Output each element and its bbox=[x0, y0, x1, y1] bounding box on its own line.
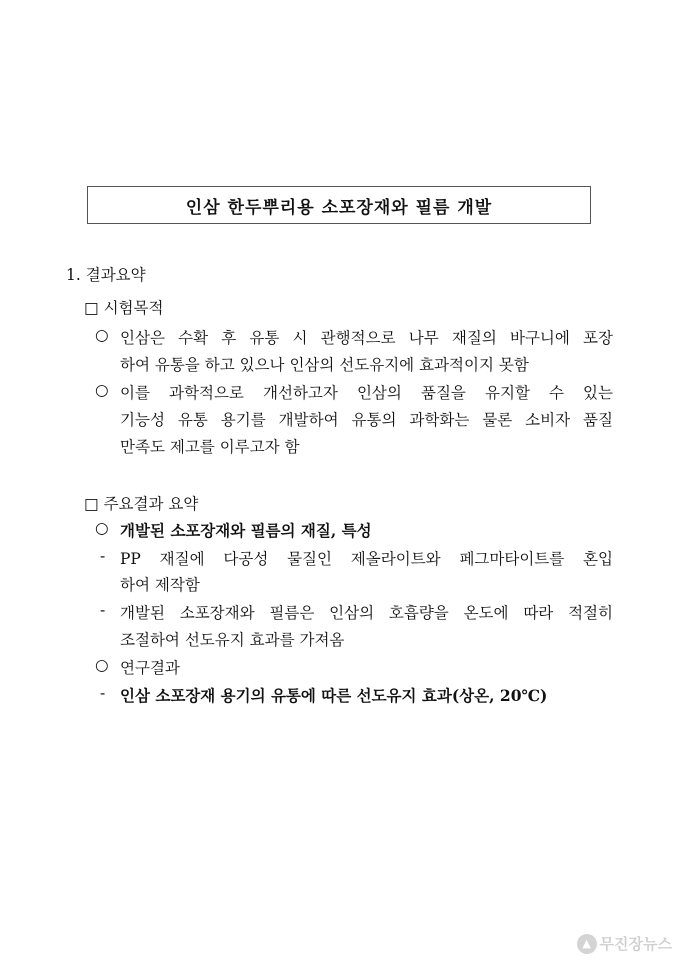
bullet-marker: ○ bbox=[95, 519, 109, 537]
purpose-item-1-line-1: 인삼은 수확 후 유통 시 관행적으로 나무 재질의 바구니에 포장 bbox=[120, 329, 613, 347]
bullet-marker: ○ bbox=[95, 656, 109, 674]
dash-item-1-line-1: PP 재질에 다공성 물질인 제올라이트와 페그마타이트를 혼입 bbox=[120, 550, 613, 568]
dash-item-1-line-2: 하여 제작함 bbox=[120, 576, 200, 594]
results-heading: □ 주요결과 요약 bbox=[84, 495, 199, 513]
document-title-box bbox=[87, 186, 591, 224]
bullet-marker: ○ bbox=[95, 381, 109, 399]
purpose-item-1-line-2: 하여 유통을 하고 있으나 인삼의 선도유지에 효과적이지 못함 bbox=[120, 356, 529, 374]
bullet-marker: ○ bbox=[95, 326, 109, 344]
watermark-text: 무진장뉴스 bbox=[599, 935, 672, 953]
watermark bbox=[577, 933, 672, 954]
document-title: 인삼 한두뿌리용 소포장재와 필름 개발 bbox=[185, 197, 493, 218]
dash-marker: - bbox=[100, 684, 106, 702]
purpose-item-2-line-3: 만족도 제고를 이루고자 함 bbox=[120, 438, 300, 456]
results-sub1: 개발된 소포장재와 필름의 재질, 특성 bbox=[120, 521, 372, 540]
results-sub2: 연구결과 bbox=[120, 659, 180, 677]
purpose-item-2-line-2: 기능성 유통 용기를 개발하여 유통의 과학화는 물론 소비자 품질 bbox=[120, 411, 613, 429]
mountain-logo-icon: ▲ bbox=[577, 934, 597, 954]
dash-marker: - bbox=[100, 547, 106, 565]
results-last-item: 인삼 소포장재 용기의 유통에 따른 선도유지 효과(상온, 20℃) bbox=[120, 686, 548, 705]
purpose-heading: □ 시험목적 bbox=[84, 299, 164, 317]
section-heading: 1. 결과요약 bbox=[66, 266, 146, 284]
dash-item-2-line-2: 조절하여 선도유지 효과를 가져옴 bbox=[120, 631, 345, 649]
purpose-item-2-line-1: 이를 과학적으로 개선하고자 인삼의 품질을 유지할 수 있는 bbox=[120, 384, 613, 402]
dash-item-2-line-1: 개발된 소포장재와 필름은 인삼의 호흡량을 온도에 따라 적절히 bbox=[120, 604, 613, 622]
dash-marker: - bbox=[100, 601, 106, 619]
